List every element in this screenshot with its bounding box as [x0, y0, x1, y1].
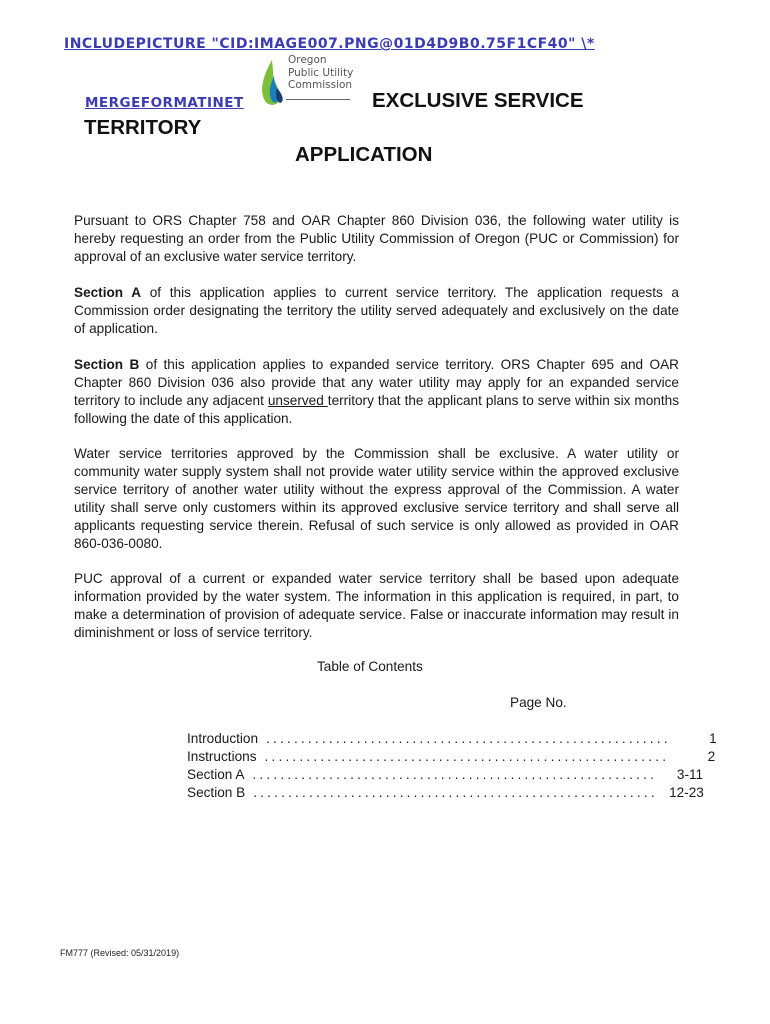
toc-page: 3-11: [676, 767, 704, 782]
opuc-logo-text: [288, 54, 353, 92]
toc-leader-dots: ..........................................................: [253, 785, 658, 800]
toc-row-section-b[interactable]: [187, 785, 704, 803]
toc-leader-dots: ..........................................................: [252, 767, 658, 782]
toc-page: 12-23: [669, 785, 704, 800]
toc-row-introduction[interactable]: [187, 731, 717, 749]
include-picture-field-code: INCLUDEPICTURE "CID:IMAGE007.PNG@01D4D9B0.75F1CF40" \*: [64, 36, 595, 52]
title-line-2: TERRITORY: [84, 116, 202, 139]
toc-row-section-a[interactable]: [187, 767, 704, 785]
section-a-label: Section A: [74, 285, 142, 300]
section-b-text-start: of this application applies to expanded service territory. ORS Chapter 695 and OAR Chapter 860 Division 036 also provide that any water utility may apply for an expanded service territory to include any adjacent: [74, 357, 679, 408]
intro-paragraph: Pursuant to ORS Chapter 758 and OAR Chapter 860 Division 036, the following water utility is hereby requesting an order from the Public Utility Commission of Oregon (PUC or Commission) for approval of an exclusive water service territory.: [74, 213, 679, 264]
toc-label: Section B: [187, 785, 246, 800]
logo-rule: [286, 99, 350, 100]
logo-line-public-utility: Public Utility: [288, 66, 354, 79]
exclusivity-paragraph: Water service territories approved by the Commission shall be exclusive. A water utility or community water supply system shall not provide water utility service within the approved exclusive service territory of another water utility without the express approval of the Commission. A water utility shall serve only customers within its approved exclusive service territory and shall serve all applicants requesting service therein. Refusal of such service is only allowed as provided in OAR 860-036-0080.: [74, 446, 679, 551]
logo-line-commission: Commission: [288, 79, 353, 91]
toc-leader-dots: ..........................................................: [266, 731, 671, 746]
section-b-text-end: territory that the applicant plans to serve within six months following the date of this application.: [74, 393, 679, 426]
toc-row-instructions[interactable]: [187, 749, 716, 767]
section-b-label: Section B: [74, 357, 140, 372]
toc-page: 1: [709, 731, 717, 746]
toc-title: Table of Contents: [317, 659, 423, 674]
mergeformat-field-code: MERGEFORMATINET: [85, 95, 244, 111]
approval-paragraph: PUC approval of a current or expanded water service territory shall be based upon adequate information provided by the water system. The information in this application is required, in part, to make a determination of provision of adequate service. False or inaccurate information may result in diminishment or loss of service territory.: [74, 571, 679, 640]
title-line-3: APPLICATION: [295, 143, 433, 166]
form-revision-footer: FM777 (Revised: 05/31/2019): [60, 948, 180, 958]
section-b-paragraph: [74, 356, 679, 428]
toc-label: Instructions: [187, 749, 257, 764]
toc-label: Section A: [187, 767, 245, 782]
logo-line-oregon: Oregon: [288, 54, 327, 66]
section-a-paragraph: [74, 284, 679, 338]
toc-label: Introduction: [187, 731, 259, 746]
section-a-text: of this application applies to current service territory. The application requests a Commission order designating the territory the utility served adequately and exclusively on the date of application.: [74, 285, 679, 336]
toc-leader-dots: ..........................................................: [264, 749, 670, 764]
title-line-1: EXCLUSIVE SERVICE: [372, 89, 584, 112]
toc-page-header: Page No.: [510, 695, 567, 710]
unserved-underlined: unserved: [267, 393, 328, 408]
toc-page: 2: [707, 749, 716, 764]
